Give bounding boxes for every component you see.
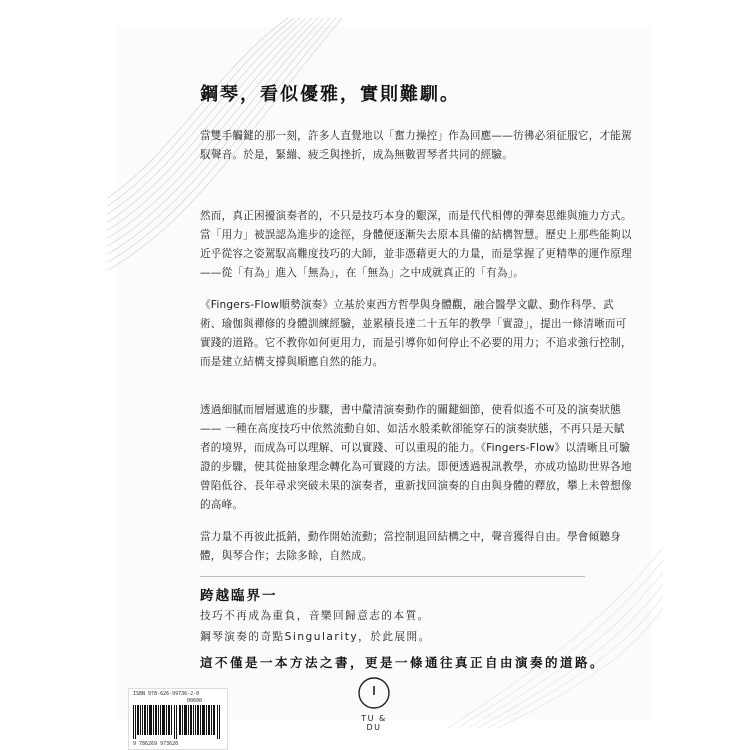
paragraph-3: 《Fingers-Flow順勢演奏》立基於東西方哲學與身體觀，融合醫學文獻、動作科學、武術、瑜伽與禪修的身體訓練經驗，並累積長達二十五年的教學「實證」，提出一條清晰而可實踐的道路。它不教你如何更用力，而是引導你如何停止不必要的用力；不追求強行控制，而是建立結構支撐與順應自然的能力。 — [200, 299, 632, 368]
price-code: 00600 — [187, 698, 203, 704]
isbn-barcode — [128, 688, 228, 750]
section-divider — [200, 576, 585, 577]
barcode-bars — [133, 705, 223, 739]
ean-digits: 9 786269 973620 — [133, 741, 179, 747]
book-back-cover — [118, 28, 650, 747]
section-title: 跨越臨界一 — [200, 588, 278, 604]
paragraph-5: 當力量不再彼此抵銷，動作開始流動；當控制退回結構之中，聲音獲得自由。學會傾聽身體，與琴合作；去除多餘，自然成。 — [200, 531, 621, 562]
section-line-1: 技巧不再成為重負，音樂回歸意志的本質。 — [200, 610, 430, 622]
isbn-text: ISBN 978-626-99736-2-0 — [133, 691, 200, 697]
paragraph-2: 然而，真正困擾演奏者的，不只是技巧本身的艱深，而是代代相傳的彈奏思維與施力方式。當「用力」被誤認為進步的途徑，身體便逐漸失去原本具備的結構智慧。歷史上那些能夠以近乎從容之姿駕馭高難度技巧的大師，並非憑藉更大的力量，而是掌握了更精準的運作原理——從「有為」進入「無為」，在「無為」之中成就真正的「有為」。 — [200, 210, 632, 279]
closing-statement: 這不僅是一本方法之書，更是一條通往真正自由演奏的道路。 — [200, 655, 606, 670]
paragraph-4: 透過細膩而層層遞進的步驟，書中釐清演奏動作的關鍵細節，使看似遙不可及的演奏狀態—— 一種在高度技巧中依然流動自如、如活水般柔軟卻能穿石的演奏狀態，不再只是天賦者的境界，而成為可以理解、可以實踐、可以重現的能力。《Fingers-Flow》以清晰且可驗證的步驟，使其從抽象理念轉化為可實踐的方法。即便透過視訊教學，亦成功協助世界各地曾陷低谷、長年尋求突破未果的演奏者，重新找回演奏的自由與身體的釋放，攀上未曾想像的高峰。 — [200, 404, 632, 511]
cover-title: 鋼琴，看似優雅，實則難馴。 — [200, 84, 460, 105]
paragraph-1: 當雙手觸鍵的那一刻，許多人直覺地以「奮力操控」作為回應——彷彿必須征服它，才能駕馭聲音。於是，緊繃、疲乏與挫折，成為無數習琴者共同的經驗。 — [200, 130, 632, 161]
section-line-2: 鋼琴演奏的奇點Singularity，於此展開。 — [200, 631, 431, 643]
publisher-name: TU & DU — [361, 714, 387, 732]
publisher-logo-icon — [357, 676, 391, 710]
